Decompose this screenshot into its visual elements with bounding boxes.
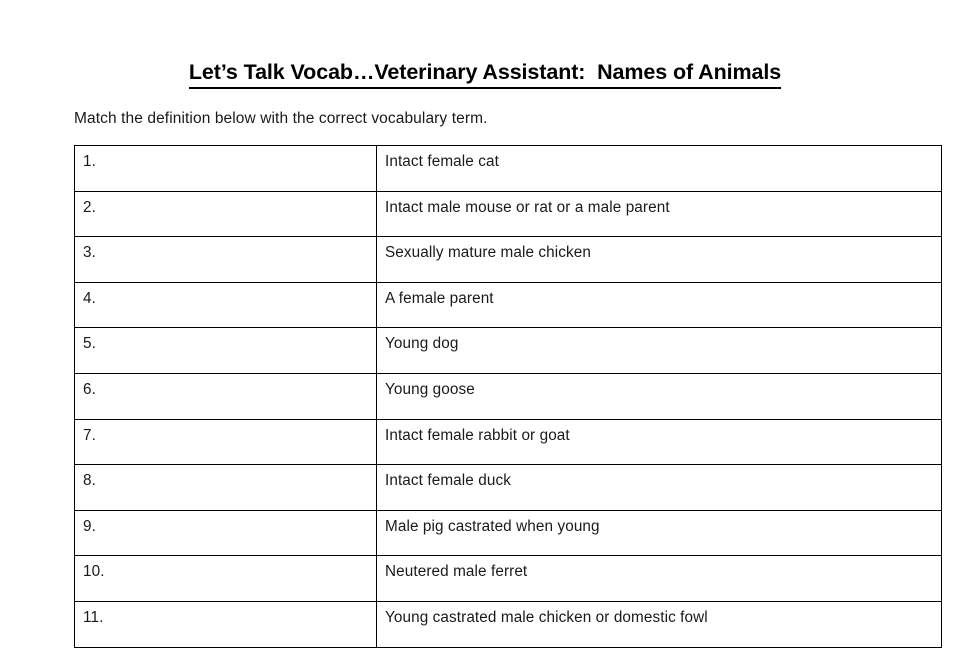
row-number-cell[interactable] [75,556,377,602]
row-definition-cell [377,146,942,192]
row-number-label: 2. [83,198,96,216]
row-definition-cell [377,373,942,419]
table-row [75,237,942,283]
row-number-cell[interactable] [75,146,377,192]
row-definition-label: Young castrated male chicken or domestic fowl [385,608,708,626]
row-definition-label: Young goose [385,380,475,398]
row-number-cell[interactable] [75,328,377,374]
table-row [75,373,942,419]
table-row [75,465,942,511]
row-number-cell[interactable] [75,373,377,419]
row-number-label: 10. [83,563,105,581]
row-definition-cell [377,419,942,465]
row-definition-cell [377,465,942,511]
row-number-cell[interactable] [75,510,377,556]
row-number-cell[interactable] [75,419,377,465]
row-number-label: 7. [83,426,96,444]
table-row [75,556,942,602]
row-definition-label: Male pig castrated when young [385,517,600,535]
table-row [75,191,942,237]
row-definition-label: Young dog [385,335,459,353]
table-row [75,601,942,647]
table-row [75,328,942,374]
row-number-label: 6. [83,380,96,398]
row-definition-label: Intact female duck [385,472,511,490]
row-definition-cell [377,328,942,374]
instructions-text: Match the definition below with the correct vocabulary term. [74,110,488,127]
row-number-label: 4. [83,289,96,307]
row-number-cell[interactable] [75,601,377,647]
table-row [75,510,942,556]
page-title [0,60,970,89]
row-definition-cell [377,191,942,237]
row-number-label: 9. [83,517,96,535]
row-definition-cell [377,510,942,556]
row-number-label: 1. [83,153,96,170]
row-definition-cell [377,282,942,328]
row-number-label: 3. [83,244,96,262]
row-number-cell[interactable] [75,282,377,328]
row-number-cell[interactable] [75,191,377,237]
page-title-text: Let’s Talk Vocab…Veterinary Assistant: Names of Animals [189,60,781,89]
table-row [75,282,942,328]
row-definition-label: Intact female rabbit or goat [385,426,570,444]
row-definition-label: Intact male mouse or rat or a male parent [385,198,670,216]
row-number-label: 11. [83,608,104,626]
row-number-cell[interactable] [75,465,377,511]
table-row [75,146,942,192]
row-definition-label: A female parent [385,289,494,307]
row-number-label: 8. [83,472,96,490]
row-definition-label: Sexually mature male chicken [385,244,591,262]
row-number-cell[interactable] [75,237,377,283]
table-body [75,146,942,648]
row-definition-label: Neutered male ferret [385,563,528,581]
row-number-label: 5. [83,335,96,353]
row-definition-cell [377,556,942,602]
row-definition-cell [377,237,942,283]
row-definition-label: Intact female cat [385,153,499,170]
vocabulary-matching-table [74,145,942,648]
row-definition-cell [377,601,942,647]
table-row [75,419,942,465]
